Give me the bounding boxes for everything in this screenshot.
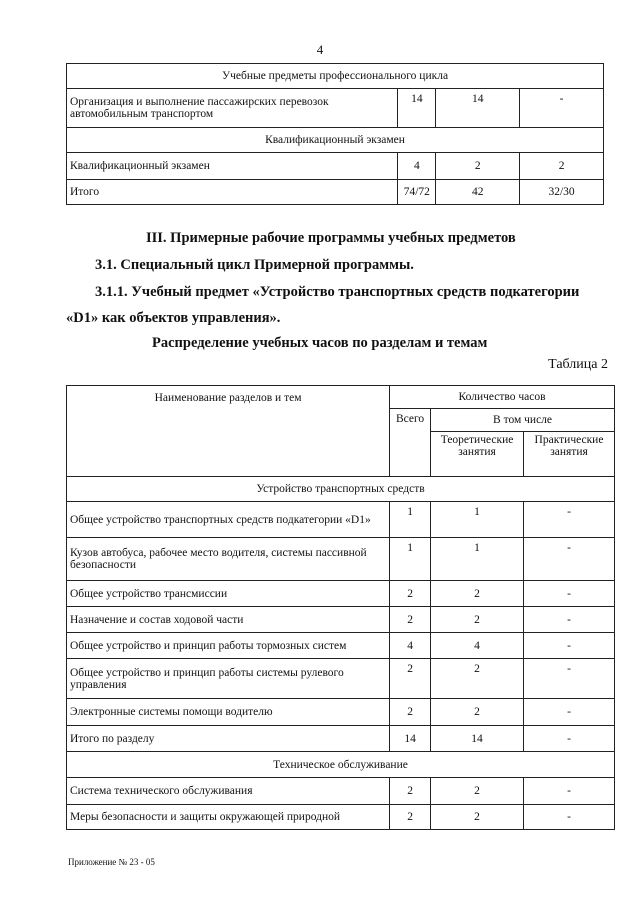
row-theory: 2 [431,581,524,607]
section-header-exam: Квалификационный экзамен [67,128,604,153]
row-name: Квалификационный экзамен [67,153,398,180]
row-theory: 4 [431,633,524,659]
table-label: Таблица 2 [548,357,608,372]
row-theory: 2 [431,607,524,633]
row-name: Общее устройство трансмиссии [67,581,390,607]
row-practice: - [524,502,615,538]
row-total: 2 [390,778,431,805]
row-name: Меры безопасности и защиты окружающей природной [67,805,390,830]
table-row [67,502,615,538]
header-total: Всего [390,409,431,477]
row-practice: - [524,581,615,607]
row-name: Общее устройство транспортных средств подкатегории «D1» [67,502,390,538]
header-practice: Практические занятия [524,432,615,477]
row-theory: 1 [431,502,524,538]
row-practice: 32/30 [520,180,604,205]
row-total: 2 [390,659,431,699]
row-name: Организация и выполнение пассажирских перевозок автомобильным транспортом [67,89,398,128]
row-name: Назначение и состав ходовой части [67,607,390,633]
table-row [67,581,615,607]
table-row [67,607,615,633]
row-total: 14 [398,89,436,128]
row-total: 14 [390,726,431,752]
row-total: 74/72 [398,180,436,205]
row-name: Кузов автобуса, рабочее место водителя, системы пассивной безопасности [67,538,390,581]
heading-section-3: III. Примерные рабочие программы учебных предметов [146,230,516,246]
row-practice: - [524,699,615,726]
heading-3-1-1-line2: «D1» как объектов управления». [66,310,281,326]
row-name: Итого по разделу [67,726,390,752]
row-name: Общее устройство и принцип работы тормозных систем [67,633,390,659]
row-name: Электронные системы помощи водителю [67,699,390,726]
row-total: 4 [398,153,436,180]
row-total: 4 [390,633,431,659]
row-theory: 1 [431,538,524,581]
row-theory: 2 [436,153,520,180]
row-total: 2 [390,699,431,726]
table-row [67,659,615,699]
row-theory: 2 [431,699,524,726]
heading-3-1-1-line1: 3.1.1. Учебный предмет «Устройство транспортных средств подкатегории [95,284,580,300]
section-header-device: Устройство транспортных средств [67,477,615,502]
header-theory: Теоретические занятия [431,432,524,477]
table-row [67,726,615,752]
row-name: Система технического обслуживания [67,778,390,805]
table-row [67,778,615,805]
row-practice: - [524,633,615,659]
row-name: Общее устройство и принцип работы системы рулевого управления [67,659,390,699]
row-practice: - [524,607,615,633]
row-total: 2 [390,805,431,830]
row-total: 1 [390,538,431,581]
table-row [67,153,604,180]
row-theory: 14 [436,89,520,128]
row-total: 1 [390,502,431,538]
row-practice: - [524,778,615,805]
table-row [67,180,604,205]
table-row [67,538,615,581]
table-row [67,805,615,830]
curriculum-table-continued [66,63,604,205]
page-footer: Приложение № 23 - 05 [68,857,155,867]
row-theory: 42 [436,180,520,205]
row-practice: - [520,89,604,128]
row-theory: 2 [431,805,524,830]
header-hours: Количество часов [390,386,615,409]
row-name: Итого [67,180,398,205]
section-header-prof: Учебные предметы профессионального цикла [67,64,604,89]
row-practice: - [524,805,615,830]
section-header-maintenance: Техническое обслуживание [67,752,615,778]
heading-distribution: Распределение учебных часов по разделам и темам [152,335,488,351]
row-practice: - [524,659,615,699]
row-total: 2 [390,607,431,633]
row-total: 2 [390,581,431,607]
table-row [67,89,604,128]
table-row [67,633,615,659]
header-name: Наименование разделов и тем [67,386,390,477]
row-practice: - [524,726,615,752]
heading-3-1: 3.1. Специальный цикл Примерной программы. [95,257,414,273]
header-including: В том числе [431,409,615,432]
hours-distribution-table [66,385,615,830]
row-theory: 2 [431,659,524,699]
row-theory: 2 [431,778,524,805]
row-practice: 2 [520,153,604,180]
table-row [67,699,615,726]
page-number: 4 [316,42,324,57]
row-theory: 14 [431,726,524,752]
row-practice: - [524,538,615,581]
